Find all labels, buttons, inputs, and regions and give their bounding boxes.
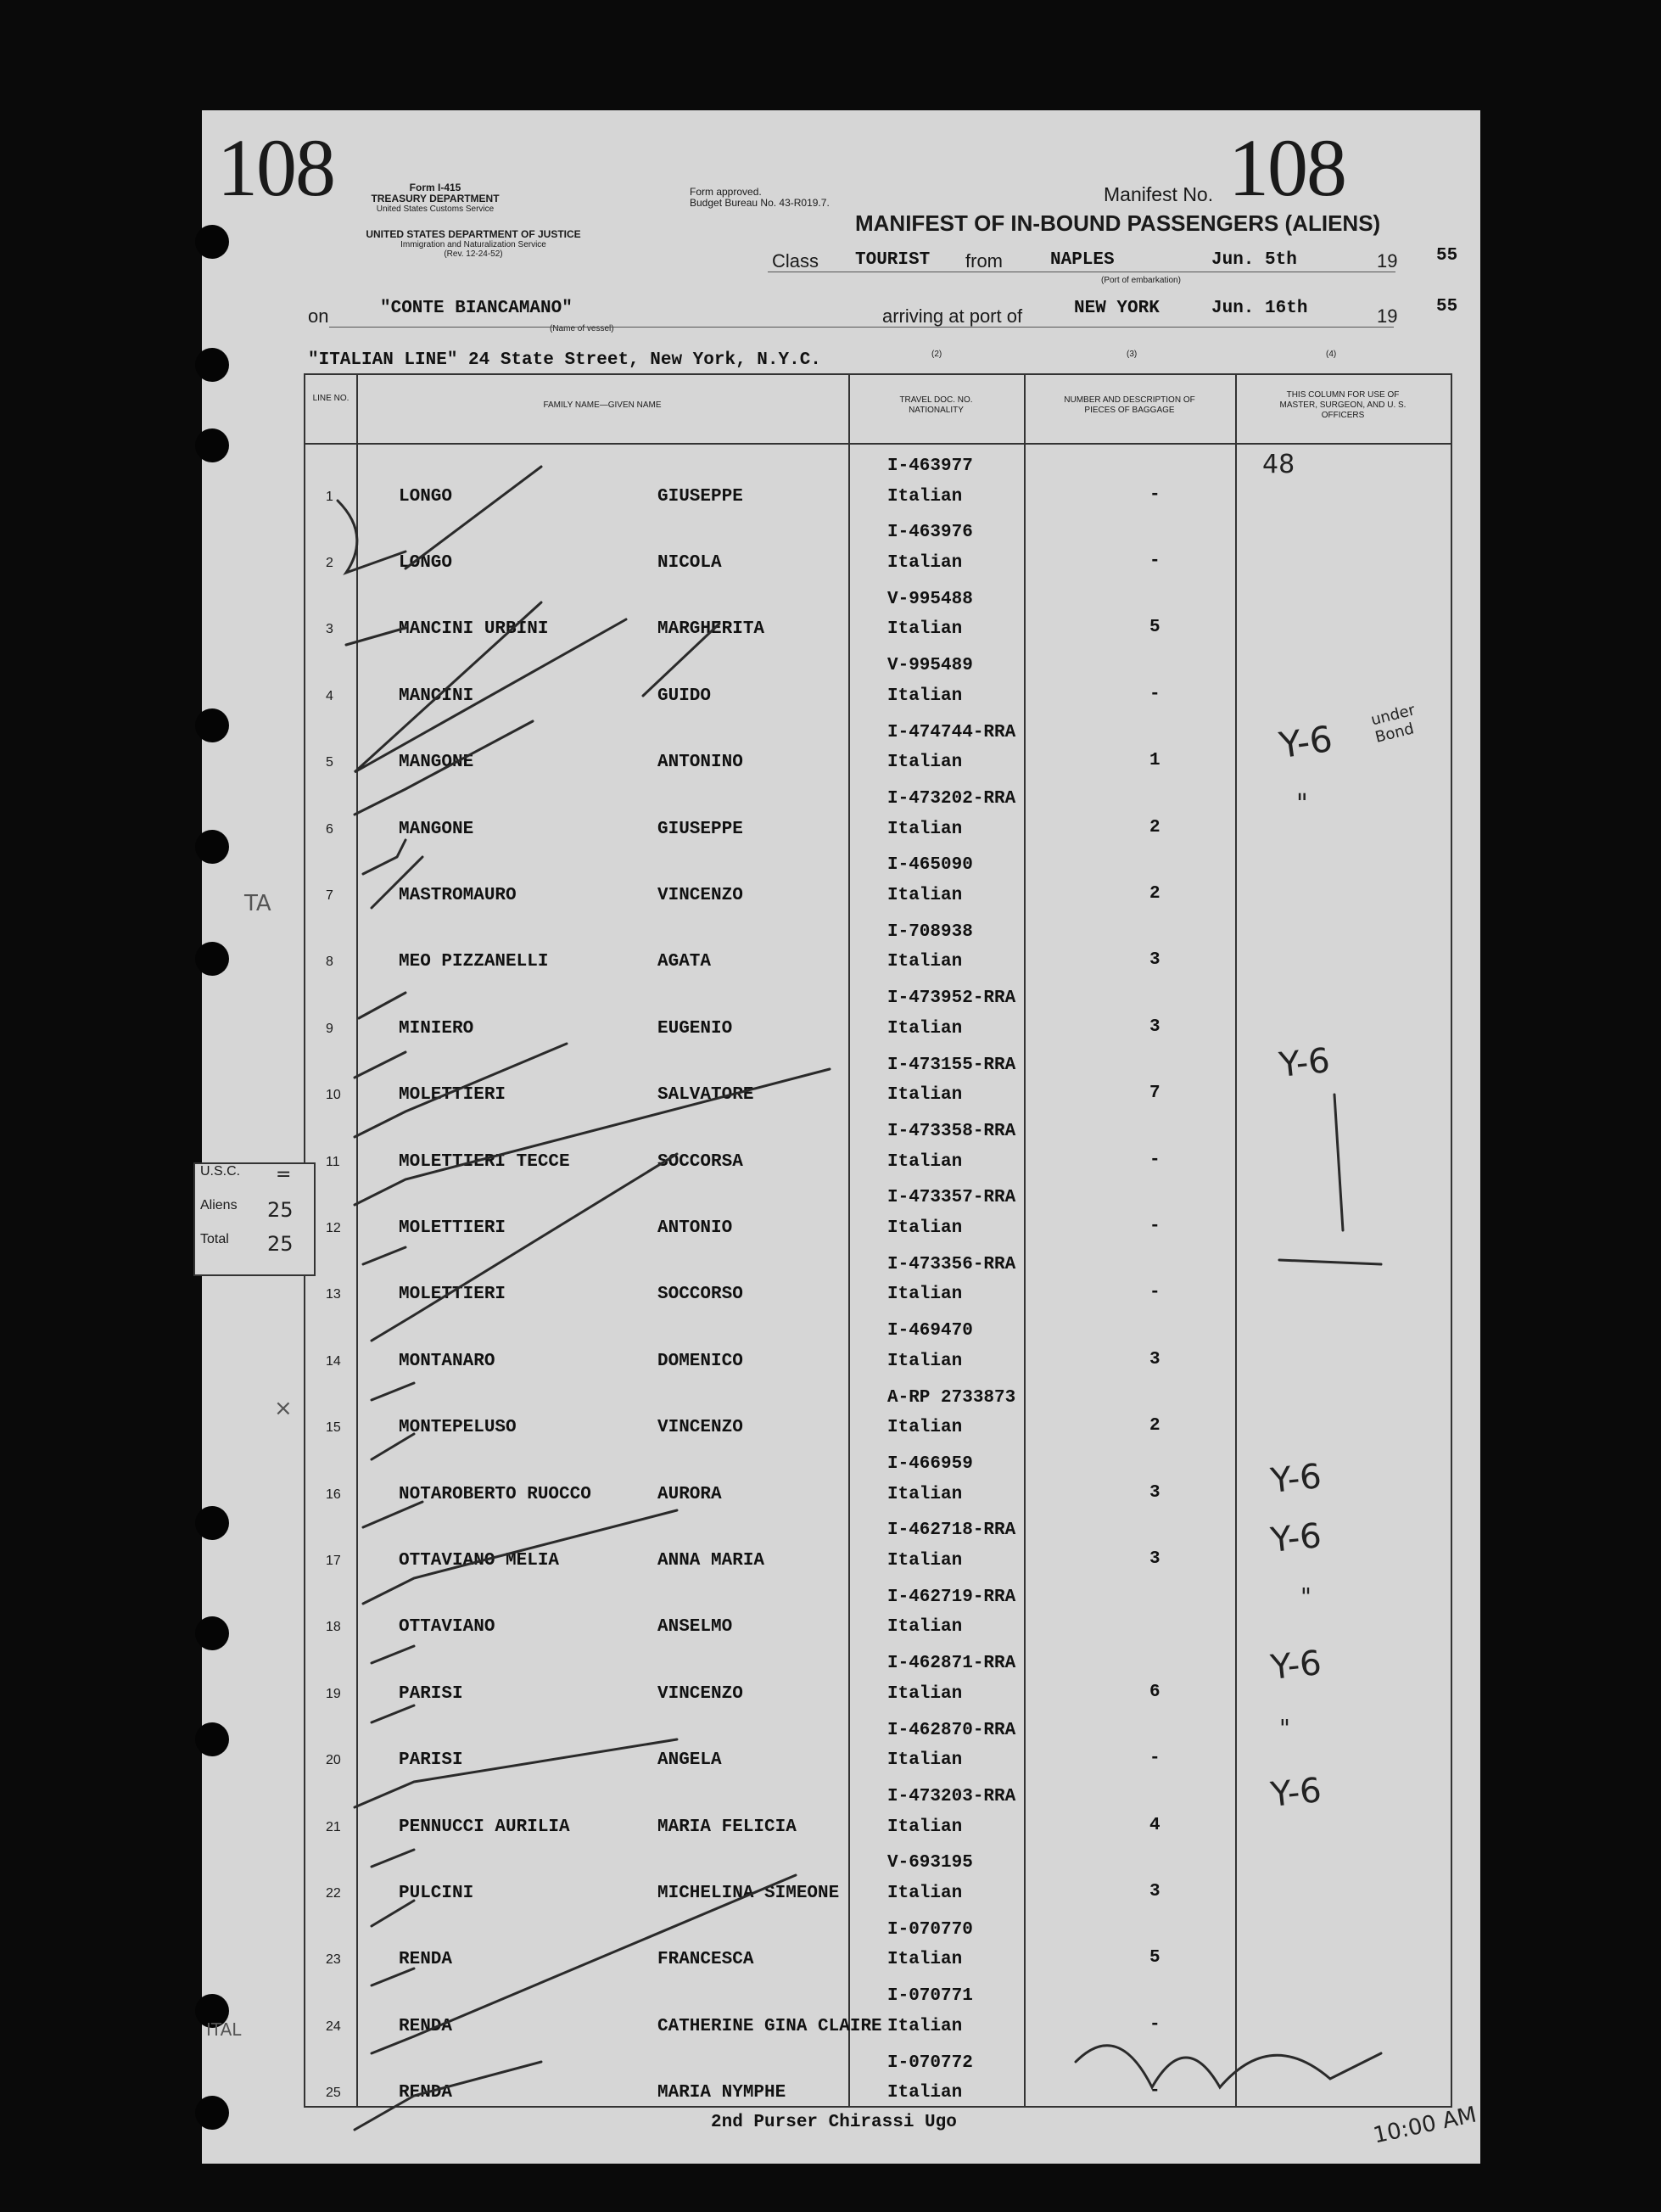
departure-date: Jun. 5th bbox=[1211, 250, 1297, 270]
time-note: 10:00 AM bbox=[1371, 2102, 1479, 2149]
given-name: MARIA FELICIA bbox=[657, 1817, 797, 1837]
revision-text: (Rev. 12-24-52) bbox=[444, 249, 503, 259]
check-stroke bbox=[372, 1151, 677, 1341]
given-name: ANNA MARIA bbox=[657, 1550, 765, 1571]
given-name: FRANCESCA bbox=[657, 1950, 754, 1970]
nationality: Italian bbox=[887, 1151, 963, 1172]
travel-doc-number: A-RP 2733873 bbox=[887, 1387, 1016, 1408]
nationality: Italian bbox=[887, 686, 963, 706]
budget-bureau-text: Budget Bureau No. 43-R019.7. bbox=[690, 197, 830, 209]
handwriting-overlay bbox=[202, 110, 1480, 2164]
travel-doc-number: I-708938 bbox=[887, 921, 973, 942]
nationality: Italian bbox=[887, 952, 963, 972]
given-name: CATHERINE GINA CLAIRE bbox=[657, 2016, 882, 2036]
line-number: 3 bbox=[326, 622, 333, 637]
given-name: VINCENZO bbox=[657, 885, 743, 905]
travel-doc-number: I-473202-RRA bbox=[887, 789, 1016, 809]
arrival-date: Jun. 16th bbox=[1211, 299, 1308, 318]
ditto-mark: " bbox=[1300, 1582, 1311, 1610]
travel-doc-number: I-070772 bbox=[887, 2052, 973, 2073]
margin-note: TA bbox=[244, 891, 271, 916]
col-header-baggage: NUMBER AND DESCRIPTION OF PIECES OF BAGGAGE bbox=[1064, 395, 1195, 415]
tally-total-value: 25 bbox=[267, 1232, 294, 1256]
line-number: 14 bbox=[326, 1353, 341, 1369]
family-name: RENDA bbox=[399, 1950, 453, 1970]
family-name: PARISI bbox=[399, 1750, 463, 1771]
check-mark bbox=[372, 1850, 414, 1867]
embarkation-note: (Port of embarkation) bbox=[1101, 276, 1181, 285]
line-number: 21 bbox=[326, 1819, 341, 1834]
check-stroke bbox=[355, 721, 533, 815]
line-number: 11 bbox=[326, 1154, 340, 1169]
check-mark bbox=[363, 1247, 405, 1264]
given-name: VINCENZO bbox=[657, 1418, 743, 1438]
margin-mark: × bbox=[274, 1396, 293, 1421]
column-number: (3) bbox=[1127, 350, 1138, 359]
col-header-name: FAMILY NAME—GIVEN NAME bbox=[543, 400, 662, 410]
nationality: Italian bbox=[887, 1950, 963, 1970]
check-mark bbox=[363, 840, 405, 874]
baggage-count: 7 bbox=[1149, 1084, 1160, 1104]
baggage-count: 3 bbox=[1149, 1349, 1160, 1369]
check-mark bbox=[363, 1502, 422, 1527]
manifest-label: Manifest No. bbox=[1104, 183, 1214, 205]
nationality: Italian bbox=[887, 1418, 963, 1438]
line-number: 20 bbox=[326, 1753, 341, 1768]
arrival-year: 55 bbox=[1436, 297, 1458, 316]
family-name: MOLETTIERI TECCE bbox=[399, 1151, 570, 1172]
baggage-count: - bbox=[1149, 484, 1160, 505]
family-name: MONTANARO bbox=[399, 1351, 495, 1371]
page-number-stamp: 108 bbox=[217, 122, 334, 213]
family-name: MONTEPELUSO bbox=[399, 1418, 517, 1438]
travel-doc-number: V-693195 bbox=[887, 1853, 973, 1873]
travel-doc-number: I-070771 bbox=[887, 1986, 973, 2007]
class-code-annotation: Y-6 bbox=[1277, 1041, 1332, 1085]
family-name: MASTROMAURO bbox=[399, 885, 517, 905]
baggage-count: 5 bbox=[1149, 1948, 1160, 1968]
arriving-label: arriving at port of bbox=[882, 305, 1023, 327]
travel-doc-number: I-462719-RRA bbox=[887, 1587, 1016, 1607]
purser-signature: 2nd Purser Chirassi Ugo bbox=[711, 2113, 957, 2132]
given-name: SALVATORE bbox=[657, 1085, 754, 1106]
tally-aliens bbox=[195, 1198, 314, 1232]
family-name: MOLETTIERI bbox=[399, 1285, 506, 1305]
given-name: VINCENZO bbox=[657, 1683, 743, 1704]
check-stroke bbox=[643, 624, 719, 696]
nationality: Italian bbox=[887, 1351, 963, 1371]
travel-doc-number: I-466959 bbox=[887, 1454, 973, 1474]
nationality: Italian bbox=[887, 486, 963, 507]
tally-total-label: Total bbox=[200, 1232, 229, 1246]
travel-doc-number: I-462718-RRA bbox=[887, 1520, 1016, 1541]
year-prefix: 19 bbox=[1377, 305, 1398, 327]
form-approved-text: Form approved. bbox=[690, 186, 762, 198]
given-name: SOCCORSA bbox=[657, 1151, 743, 1172]
line-number: 9 bbox=[326, 1021, 333, 1036]
check-mark bbox=[372, 1434, 414, 1459]
nationality: Italian bbox=[887, 1218, 963, 1238]
travel-doc-number: I-469470 bbox=[887, 1321, 973, 1341]
class-code-annotation: Y-6 bbox=[1276, 717, 1335, 767]
travel-doc-number: I-462870-RRA bbox=[887, 1720, 1016, 1740]
nationality: Italian bbox=[887, 1617, 963, 1638]
given-name: GIUSEPPE bbox=[657, 486, 743, 507]
vessel-note: (Name of vessel) bbox=[550, 324, 614, 333]
line-number: 18 bbox=[326, 1620, 341, 1635]
arrival-port: NEW YORK bbox=[1074, 299, 1160, 318]
nationality: Italian bbox=[887, 819, 963, 839]
check-stroke bbox=[363, 1510, 677, 1604]
given-name: EUGENIO bbox=[657, 1018, 733, 1039]
vessel-name: "CONTE BIANCAMANO" bbox=[380, 299, 573, 318]
check-mark bbox=[372, 1383, 414, 1400]
manifest-sheet bbox=[202, 110, 1480, 2164]
check-stroke bbox=[355, 1044, 567, 1137]
check-stroke bbox=[355, 1739, 677, 1807]
check-mark bbox=[372, 1705, 414, 1722]
check-mark bbox=[338, 501, 405, 573]
travel-doc-number: I-070770 bbox=[887, 1919, 973, 1940]
check-mark bbox=[372, 1901, 414, 1926]
tally-usc-value: = bbox=[276, 1164, 292, 1185]
check-stroke bbox=[405, 467, 541, 568]
family-name: MOLETTIERI bbox=[399, 1218, 506, 1238]
class-code-annotation: Y-6 bbox=[1268, 1457, 1323, 1501]
margin-note: ITAL bbox=[206, 2019, 242, 2040]
check-mark bbox=[372, 1646, 414, 1663]
line-number: 7 bbox=[326, 888, 333, 903]
baggage-count: 2 bbox=[1149, 1416, 1160, 1436]
baggage-count: 2 bbox=[1149, 817, 1160, 837]
treasury-text: TREASURY DEPARTMENT bbox=[371, 193, 500, 204]
travel-doc-number: I-473952-RRA bbox=[887, 988, 1016, 1009]
on-label: on bbox=[308, 305, 329, 327]
tally-aliens-value: 25 bbox=[267, 1198, 294, 1222]
check-mark bbox=[359, 993, 405, 1018]
line-number: 8 bbox=[326, 955, 333, 970]
from-label: from bbox=[965, 250, 1003, 272]
baggage-count: 3 bbox=[1149, 950, 1160, 971]
nationality: Italian bbox=[887, 2016, 963, 2036]
line-number: 6 bbox=[326, 821, 333, 837]
travel-doc-number: I-473155-RRA bbox=[887, 1055, 1016, 1075]
line-number: 4 bbox=[326, 688, 333, 703]
officer-signature bbox=[1076, 2046, 1381, 2087]
given-name: ANSELMO bbox=[657, 1617, 733, 1638]
baggage-count: - bbox=[1149, 1283, 1160, 1303]
baggage-count: - bbox=[1149, 2014, 1160, 2035]
family-name: PARISI bbox=[399, 1683, 463, 1704]
given-name: AURORA bbox=[657, 1484, 722, 1504]
nationality: Italian bbox=[887, 619, 963, 640]
check-stroke bbox=[355, 1069, 830, 1205]
col-header-travel-doc: TRAVEL DOC. NO. NATIONALITY bbox=[899, 395, 973, 415]
family-name: LONGO bbox=[399, 486, 453, 507]
line-number: 5 bbox=[326, 755, 333, 770]
tally-total bbox=[195, 1232, 314, 1266]
travel-doc-number: V-995488 bbox=[887, 589, 973, 609]
check-stroke bbox=[355, 602, 626, 772]
travel-doc-number: I-473203-RRA bbox=[887, 1787, 1016, 1806]
baggage-count: 5 bbox=[1149, 618, 1160, 638]
family-name: NOTAROBERTO RUOCCO bbox=[399, 1484, 591, 1504]
tally-usc-label: U.S.C. bbox=[200, 1164, 241, 1179]
check-mark bbox=[372, 1968, 414, 1985]
family-name: MINIERO bbox=[399, 1018, 474, 1039]
family-name: MEO PIZZANELLI bbox=[399, 952, 549, 972]
baggage-count: 3 bbox=[1149, 1482, 1160, 1503]
family-name: PENNUCCI AURILIA bbox=[399, 1817, 570, 1837]
class-code-annotation: Y-6 bbox=[1268, 1771, 1323, 1815]
family-name: RENDA bbox=[399, 2083, 453, 2103]
under-bond-note: under Bond bbox=[1368, 701, 1418, 747]
class-code-annotation: Y-6 bbox=[1268, 1644, 1323, 1688]
baggage-count: 2 bbox=[1149, 883, 1160, 904]
ditto-mark: " bbox=[1279, 1714, 1290, 1742]
given-name: DOMENICO bbox=[657, 1351, 743, 1371]
given-name: AGATA bbox=[657, 952, 712, 972]
baggage-count: 4 bbox=[1149, 1815, 1160, 1835]
nationality: Italian bbox=[887, 1883, 963, 1903]
nationality: Italian bbox=[887, 552, 963, 573]
nationality: Italian bbox=[887, 753, 963, 773]
check-mark bbox=[355, 1052, 405, 1078]
given-name: NICOLA bbox=[657, 552, 722, 573]
from-port: NAPLES bbox=[1050, 250, 1115, 270]
nationality: Italian bbox=[887, 1018, 963, 1039]
travel-doc-number: V-995489 bbox=[887, 656, 973, 676]
line-number: 25 bbox=[326, 2086, 341, 2101]
tally-aliens-label: Aliens bbox=[200, 1198, 238, 1212]
family-name: LONGO bbox=[399, 552, 453, 573]
ditto-mark: " bbox=[1296, 789, 1308, 819]
baggage-count: 3 bbox=[1149, 1548, 1160, 1569]
departure-year: 55 bbox=[1436, 246, 1458, 266]
line-number: 12 bbox=[326, 1220, 341, 1235]
check-stroke bbox=[372, 1875, 796, 2053]
check-mark bbox=[346, 628, 405, 645]
nationality: Italian bbox=[887, 885, 963, 905]
family-name: RENDA bbox=[399, 2016, 453, 2036]
given-name: ANTONINO bbox=[657, 753, 743, 773]
check-mark bbox=[355, 2062, 541, 2130]
customs-text: United States Customs Service bbox=[376, 204, 495, 214]
nationality: Italian bbox=[887, 1085, 963, 1106]
count-annotation: 48 bbox=[1262, 450, 1295, 479]
travel-doc-number: I-462871-RRA bbox=[887, 1654, 1016, 1674]
column-number: (2) bbox=[931, 350, 942, 359]
baggage-count: 1 bbox=[1149, 751, 1160, 771]
nationality: Italian bbox=[887, 2083, 963, 2103]
family-name: MANGONE bbox=[399, 819, 474, 839]
form-number-text: Form I-415 bbox=[409, 182, 461, 193]
line-number: 16 bbox=[326, 1487, 341, 1502]
family-name: MANCINI URBINI bbox=[399, 619, 549, 640]
travel-doc-number: I-465090 bbox=[887, 855, 973, 876]
class-code-annotation: Y-6 bbox=[1268, 1516, 1323, 1560]
baggage-count: 3 bbox=[1149, 1016, 1160, 1037]
given-name: MARGHERITA bbox=[657, 619, 765, 640]
tally-usc bbox=[195, 1164, 314, 1198]
nationality: Italian bbox=[887, 1285, 963, 1305]
travel-doc-number: I-473356-RRA bbox=[887, 1254, 1016, 1274]
line-number: 17 bbox=[326, 1553, 341, 1568]
baggage-count: - bbox=[1149, 1749, 1160, 1769]
justice-text: UNITED STATES DEPARTMENT OF JUSTICE bbox=[366, 228, 581, 240]
nationality: Italian bbox=[887, 1817, 963, 1837]
nationality: Italian bbox=[887, 1550, 963, 1571]
nationality: Italian bbox=[887, 1750, 963, 1771]
given-name: MARIA NYMPHE bbox=[657, 2083, 786, 2103]
col-header-line: LINE NO. bbox=[312, 394, 350, 403]
given-name: ANTONIO bbox=[657, 1218, 733, 1238]
family-name: MOLETTIERI bbox=[399, 1085, 506, 1106]
line-address: "ITALIAN LINE" 24 State Street, New York, N.Y.C. bbox=[308, 350, 821, 370]
family-name: MANGONE bbox=[399, 753, 474, 773]
family-name: MANCINI bbox=[399, 686, 474, 706]
line-number: 1 bbox=[326, 489, 333, 504]
line-number: 10 bbox=[326, 1088, 341, 1103]
ins-text: Immigration and Naturalization Service bbox=[400, 240, 546, 249]
tally-box bbox=[193, 1162, 316, 1276]
year-prefix: 19 bbox=[1377, 250, 1398, 272]
travel-doc-number: I-474744-RRA bbox=[887, 722, 1016, 742]
manifest-number: 108 bbox=[1228, 122, 1345, 213]
given-name: ANGELA bbox=[657, 1750, 722, 1771]
line-number: 23 bbox=[326, 1952, 341, 1968]
line-number: 15 bbox=[326, 1420, 341, 1436]
given-name: GIUSEPPE bbox=[657, 819, 743, 839]
nationality: Italian bbox=[887, 1683, 963, 1704]
given-name: MICHELINA SIMEONE bbox=[657, 1883, 840, 1903]
baggage-count: 3 bbox=[1149, 1881, 1160, 1901]
ditto-bracket bbox=[1279, 1095, 1381, 1264]
baggage-count: - bbox=[1149, 1216, 1160, 1236]
travel-doc-number: I-463976 bbox=[887, 523, 973, 543]
class-value: TOURIST bbox=[855, 250, 931, 270]
baggage-count: - bbox=[1149, 684, 1160, 704]
line-number: 19 bbox=[326, 1686, 341, 1701]
nationality: Italian bbox=[887, 1484, 963, 1504]
line-number: 13 bbox=[326, 1287, 341, 1302]
family-name: PULCINI bbox=[399, 1883, 474, 1903]
page-title: MANIFEST OF IN-BOUND PASSENGERS (ALIENS) bbox=[855, 210, 1381, 236]
baggage-count: - bbox=[1149, 1150, 1160, 1170]
line-number: 24 bbox=[326, 2019, 341, 2034]
travel-doc-number: I-463977 bbox=[887, 456, 973, 476]
line-number: 2 bbox=[326, 555, 333, 570]
travel-doc-number: I-473358-RRA bbox=[887, 1122, 1016, 1141]
col-header-officers: THIS COLUMN FOR USE OF MASTER, SURGEON, AND U. S. OFFICERS bbox=[1279, 390, 1407, 420]
given-name: GUIDO bbox=[657, 686, 712, 706]
family-name: OTTAVIANO MELIA bbox=[399, 1550, 560, 1571]
baggage-count: - bbox=[1149, 2081, 1160, 2102]
baggage-count: 6 bbox=[1149, 1682, 1160, 1702]
given-name: SOCCORSO bbox=[657, 1285, 743, 1305]
class-label: Class bbox=[772, 250, 819, 272]
baggage-count: - bbox=[1149, 551, 1160, 571]
line-number: 22 bbox=[326, 1885, 341, 1901]
travel-doc-number: I-473357-RRA bbox=[887, 1188, 1016, 1208]
column-number: (4) bbox=[1326, 350, 1337, 359]
family-name: OTTAVIANO bbox=[399, 1617, 495, 1638]
